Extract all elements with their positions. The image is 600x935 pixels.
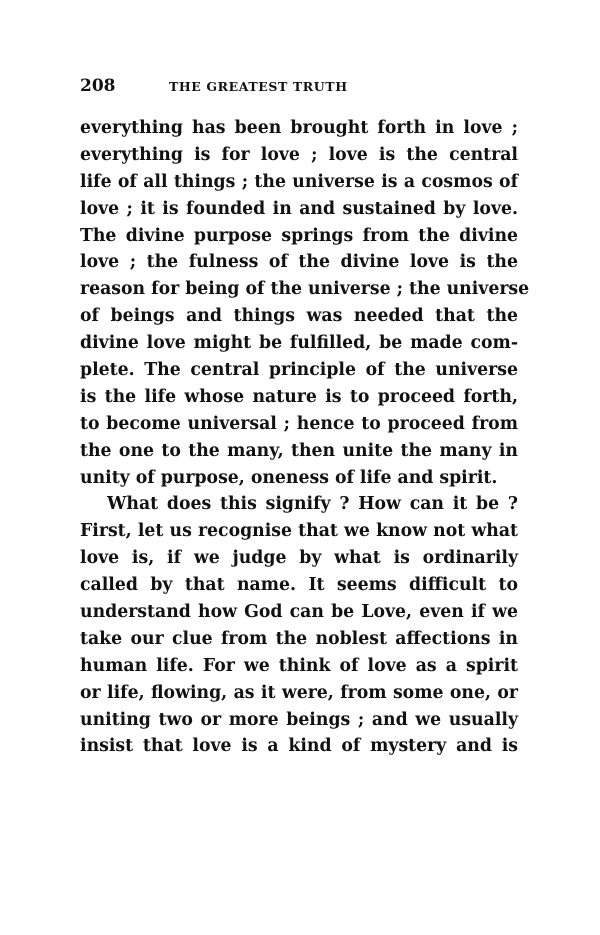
- text-line: love ; it is founded in and sustained by love.: [80, 198, 518, 219]
- text-line: take our clue from the noblest affections in: [80, 628, 518, 649]
- text-line: everything is for love ; love is the central: [80, 144, 518, 165]
- text-line: First, let us recognise that we know not what: [80, 521, 518, 542]
- text-line: What does this signify ? How can it be ?: [107, 494, 518, 515]
- text-line: insist that love is a kind of mystery and is: [80, 736, 518, 757]
- text-line: or life, flowing, as it were, from some one, or: [80, 682, 518, 703]
- page-header: [80, 76, 518, 96]
- body-text: [80, 115, 530, 760]
- text-line: is the life whose nature is to proceed forth,: [80, 386, 518, 407]
- text-line: life of all things ; the universe is a cosmos of: [80, 171, 518, 192]
- text-line: to become universal ; hence to proceed from: [80, 413, 518, 434]
- text-line: called by that name. It seems difficult to: [80, 575, 518, 596]
- page-number: 208: [80, 76, 116, 96]
- text-line: love is, if we judge by what is ordinarily: [80, 548, 518, 569]
- running-title: THE GREATEST TRUTH: [169, 79, 348, 94]
- text-line: reason for being of the universe ; the universe: [80, 279, 530, 300]
- text-line: uniting two or more beings ; and we usually: [80, 709, 518, 730]
- text-line: love ; the fulness of the divine love is the: [80, 252, 518, 273]
- text-line: understand how God can be Love, even if we: [80, 602, 518, 623]
- text-line: plete. The central principle of the universe: [80, 360, 518, 381]
- text-line: human life. For we think of love as a spirit: [80, 655, 518, 676]
- text-line: The divine purpose springs from the divine: [80, 225, 518, 246]
- text-line: the one to the many, then unite the many in: [80, 440, 518, 461]
- text-line: divine love might be fulfilled, be made com-: [80, 333, 518, 354]
- text-line: everything has been brought forth in love ;: [80, 118, 518, 138]
- text-line: of beings and things was needed that the: [80, 306, 518, 327]
- text-line: unity of purpose, oneness of life and spirit.: [80, 467, 498, 488]
